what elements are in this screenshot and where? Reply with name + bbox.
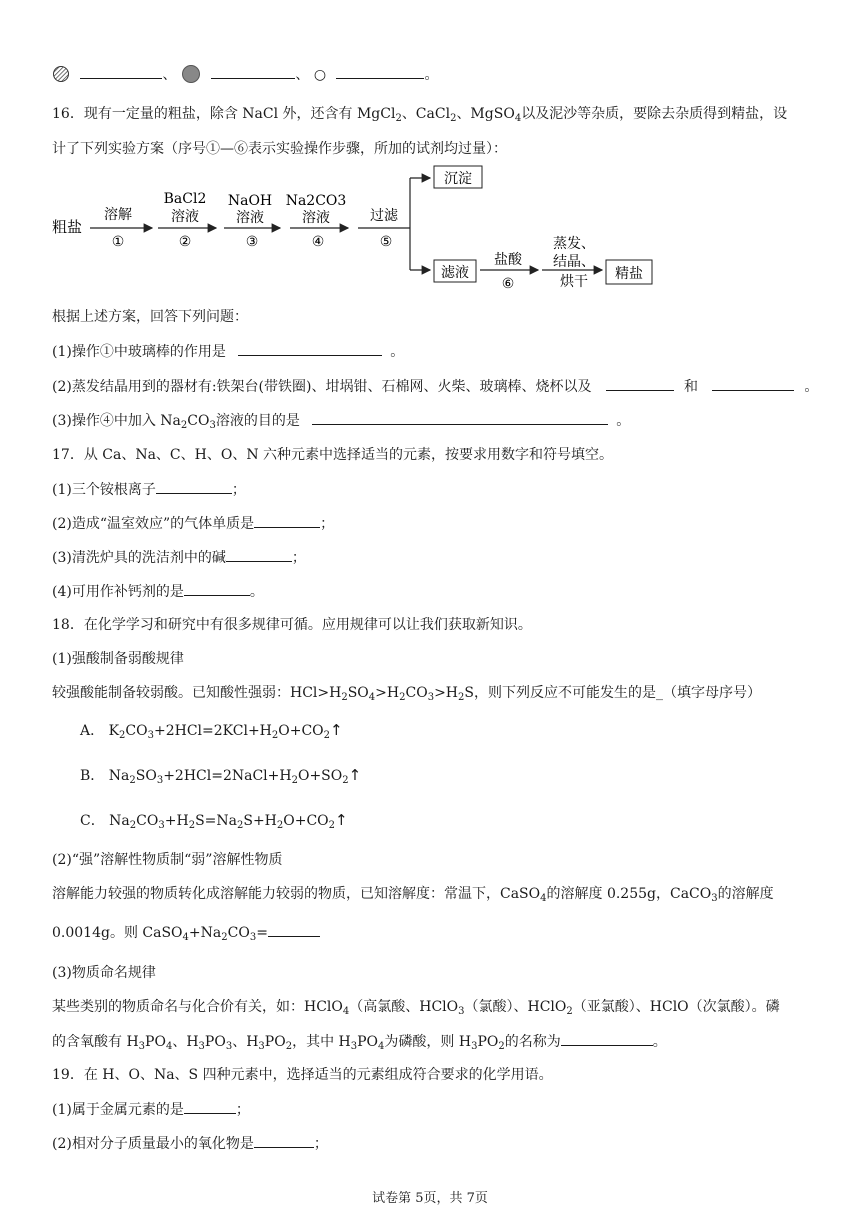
answer-blank[interactable] bbox=[254, 513, 320, 528]
diagram-step-label: 溶液 bbox=[236, 210, 264, 226]
acid-num: ⑥ bbox=[501, 276, 515, 292]
q16-part3: (3)操作④中加入 $Na_2CO_3$溶液的目的是 。 bbox=[52, 410, 630, 431]
answer-blank[interactable] bbox=[156, 479, 232, 494]
flow-diagram bbox=[48, 162, 668, 292]
answer-blank[interactable] bbox=[712, 376, 794, 391]
small-circle-icon: ○ bbox=[313, 67, 327, 83]
option-a[interactable]: A． $K_2CO_3+2HCl=2KCl+H_2O+CO_2↑$ bbox=[80, 721, 343, 741]
q19-part2: (2)相对分子质量最小的氧化物是 ； bbox=[52, 1133, 328, 1154]
answer-blank[interactable] bbox=[226, 547, 292, 562]
option-b[interactable]: B． $Na_2SO_3+2HCl=2NaCl+H_2O+SO_2↑$ bbox=[80, 766, 362, 786]
diagram-step-label: Na2CO3 bbox=[285, 193, 347, 209]
equation-b: $Na_2SO_3+2HCl=2NaCl+H_2O+SO_2↑$ bbox=[108, 766, 362, 786]
page-footer: 试卷第 5页，共 7页 bbox=[372, 1191, 488, 1206]
hatched-circle-icon bbox=[52, 65, 70, 83]
filtrate-label: 滤液 bbox=[441, 265, 469, 281]
answer-blank[interactable] bbox=[238, 341, 382, 356]
q17-part4: (4)可用作补钙剂的是 。 bbox=[52, 581, 264, 602]
diagram-step-num: ③ bbox=[245, 234, 259, 250]
q16-stem-line2: 计了下列实验方案（序号①—⑥表示实验操作步骤，所加的试剂均过量）： bbox=[52, 141, 507, 157]
acid-label: 盐酸 bbox=[494, 252, 522, 268]
answer-blank[interactable] bbox=[254, 1133, 314, 1148]
evap-label: 烘干 bbox=[560, 274, 588, 290]
diagram-step-label: 溶液 bbox=[171, 209, 199, 225]
diagram-step-num: ④ bbox=[311, 234, 325, 250]
q18-section2-equation: 0.0014g。则 $CaSO_4+Na_2CO_3=$ bbox=[52, 922, 320, 943]
answer-blank[interactable] bbox=[336, 64, 424, 79]
diagram-step-label: 溶解 bbox=[104, 207, 132, 223]
q18-section3-text1: 某些类别的物质命名与化合价有关，如：HClO$_4$（高氯酸、HClO$_3$（氯酸）、HClO$_2$（亚氯酸）、HClO（次氯酸）。磷 bbox=[52, 999, 780, 1017]
q18-section1-title: (1)强酸制备弱酸规律 bbox=[52, 651, 184, 667]
q18-section1-text: 较强酸能制备较弱酸。已知酸性强弱：$HCl>H_2SO_4>H_2CO_3>H_2S$，则下列反应不可能发生的是_（填字母序号） bbox=[52, 685, 761, 703]
diagram-step-label: NaOH bbox=[227, 193, 273, 209]
q18-stem: 18．在化学学习和研究中有很多规律可循。应用规律可以让我们获取新知识。 bbox=[52, 617, 532, 633]
diagram-step-label: BaCl2 bbox=[163, 191, 207, 207]
gray-circle-icon bbox=[181, 64, 201, 84]
diagram-step-label: 过滤 bbox=[370, 208, 398, 224]
q16-stem-line1: 16．现有一定量的粗盐，除含 NaCl 外，还含有 MgCl$_2$、CaCl$_2$、MgSO$_4$以及泥沙等杂质，要除去杂质得到精盐，设 bbox=[52, 106, 788, 124]
answer-blank[interactable] bbox=[561, 1031, 653, 1046]
q16-part1: (1)操作①中玻璃棒的作用是 。 bbox=[52, 341, 404, 362]
q18-section3-title: (3)物质命名规律 bbox=[52, 965, 156, 981]
diagram-step-label: 溶液 bbox=[302, 210, 330, 226]
diagram-start: 粗盐 bbox=[52, 218, 83, 236]
q19-part1: (1)属于金属元素的是 ； bbox=[52, 1099, 250, 1120]
product-label: 精盐 bbox=[615, 266, 643, 282]
q18-section2-title: (2)“强”溶解性物质制“弱”溶解性物质 bbox=[52, 852, 283, 868]
option-c[interactable]: C． $Na_2CO_3+H_2S=Na_2S+H_2O+CO_2↑$ bbox=[80, 811, 348, 831]
answer-blank[interactable] bbox=[184, 1099, 236, 1114]
legend-line: 、 、 ○ 。 bbox=[52, 64, 438, 85]
q17-part2: (2)造成“温室效应”的气体单质是 ； bbox=[52, 513, 334, 534]
q17-part3: (3)清洗炉具的洗洁剂中的碱 ； bbox=[52, 547, 306, 568]
q18-section3-text2: 的含氧酸有 $H_3PO_4$、$H_3PO_3$、$H_3PO_2$，其中 $H_3PO_4$为磷酸，则 $H_3PO_2$的名称为 。 bbox=[52, 1031, 667, 1052]
answer-blank[interactable] bbox=[184, 581, 250, 596]
precipitate-label: 沉淀 bbox=[444, 171, 472, 187]
evap-label: 结晶、 bbox=[553, 254, 595, 270]
evap-label: 蒸发、 bbox=[553, 236, 595, 252]
q16-intro: 根据上述方案，回答下列问题： bbox=[52, 309, 248, 325]
answer-blank[interactable] bbox=[211, 64, 295, 79]
diagram-step-num: ① bbox=[111, 234, 125, 250]
q16-part2: (2)蒸发结晶用到的器材有:铁架台(带铁圈)、坩埚钳、石棉网、火柴、玻璃棒、烧杯以及 和 。 bbox=[52, 376, 818, 397]
answer-blank[interactable] bbox=[268, 922, 320, 937]
answer-blank[interactable] bbox=[606, 376, 674, 391]
diagram-step-num: ② bbox=[178, 234, 192, 250]
answer-blank[interactable] bbox=[80, 64, 162, 79]
q17-part1: (1)三个铵根离子 ； bbox=[52, 479, 246, 500]
diagram-step-num: ⑤ bbox=[379, 234, 393, 250]
q19-stem: 19．在 H、O、Na、S 四种元素中，选择适当的元素组成符合要求的化学用语。 bbox=[52, 1067, 553, 1083]
answer-blank[interactable] bbox=[312, 410, 608, 425]
q17-stem: 17．从 Ca、Na、C、H、O、N 六种元素中选择适当的元素，按要求用数字和符号填空。 bbox=[52, 447, 614, 463]
equation-a: $K_2CO_3+2HCl=2KCl+H_2O+CO_2↑$ bbox=[108, 721, 343, 741]
q18-section2-text: 溶解能力较强的物质转化成溶解能力较弱的物质，已知溶解度：常温下，CaSO$_4$的溶解度 0.255g，CaCO$_3$的溶解度 bbox=[52, 886, 774, 904]
equation-c: $Na_2CO_3+H_2S=Na_2S+H_2O+CO_2↑$ bbox=[109, 811, 348, 831]
